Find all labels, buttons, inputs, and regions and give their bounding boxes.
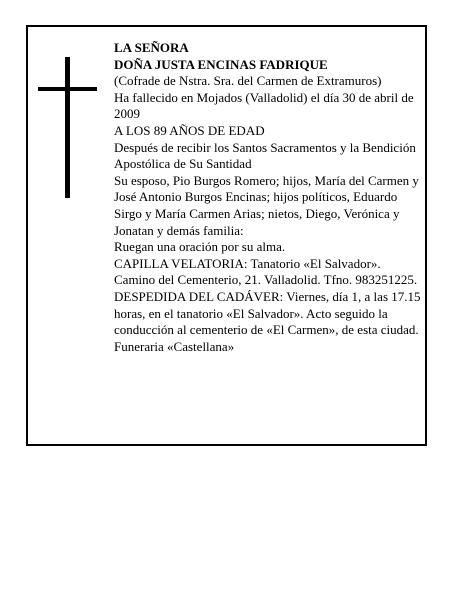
deceased-name: DOÑA JUSTA ENCINAS FADRIQUE	[114, 56, 328, 72]
obituary-notice	[26, 25, 427, 446]
age-line: A LOS 89 AÑOS DE EDAD	[114, 122, 265, 138]
brotherhood-line: (Cofrade de Nstra. Sra. del Carmen de Extramuros)	[114, 73, 382, 89]
chapel-info: CAPILLA VELATORIA: Tanatorio «El Salvador». Camino del Cementerio, 21. Valladolid. Tfno. 983251225.	[114, 255, 418, 288]
sacraments-line: Después de recibir los Santos Sacramentos y la Bendición Apostólica de Su Santidad	[114, 139, 416, 172]
family-list: Su esposo, Pio Burgos Romero; hijos, María del Carmen y José Antonio Burgos Encinas; hijos políticos, Eduardo Sirgo y María Carmen Arias; nietos, Diego, Verónica y Jonatan y demás familia:	[114, 172, 419, 238]
farewell-info: DESPEDIDA DEL CADÁVER: Viernes, día 1, a las 17.15 horas, en el tanatorio «El Salvador». Acto seguido la conducción al cementerio de «El Carmen», de esta ciudad.	[114, 288, 421, 338]
cross-horizontal-bar	[38, 87, 97, 91]
cross-vertical-bar	[65, 57, 70, 198]
prayer-line: Ruegan una oración por su alma.	[114, 239, 286, 255]
funeral-home: Funeraria «Castellana»	[114, 338, 235, 354]
death-info: Ha fallecido en Mojados (Valladolid) el día 30 de abril de 2009	[114, 89, 414, 122]
notice-text	[114, 40, 424, 355]
notice-title: LA SEÑORA	[114, 40, 189, 55]
